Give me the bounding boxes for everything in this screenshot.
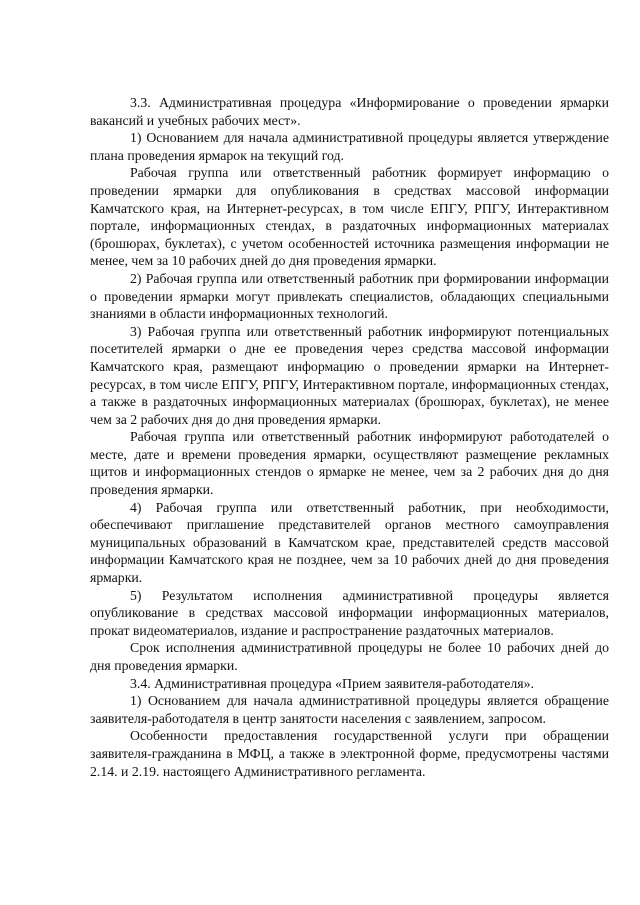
paragraph-working-group-info: Рабочая группа или ответственный работник формирует информацию о проведении ярмарки для опубликования в средствах массовой информации Камчатского края, на Интернет-ресурсах, в том числе ЕПГУ, РПГУ, Интерактивном портале, информационных стендах, в раздаточных информационных материалах (брошюрах, буклетах), с учетом особенностей источника размещения информации не менее, чем за 10 рабочих дней до дня проведения ярмарки. <box>90 165 609 269</box>
paragraph-item-4: 4) Рабочая группа или ответственный работник, при необходимости, обеспечивают приглашение представителей органов местного самоуправления муниципальных образований в Камчатском крае, представителей средств массовой информации Камчатского края не позднее, чем за 10 рабочих дней до дня проведения ярмарки. <box>90 499 609 586</box>
section-heading-3-3: 3.3. Административная процедура «Информирование о проведении ярмарки вакансий и учебных рабочих мест». <box>90 95 609 128</box>
paragraph-employers-info: Рабочая группа или ответственный работник информируют работодателей о месте, дате и времени проведения ярмарки, осуществляют размещение рекламных щитов и информационных стендов о ярмарке не менее, чем за 2 рабочих дня до дня проведения ярмарки. <box>90 429 609 498</box>
paragraph-deadline: Срок исполнения административной процедуры не более 10 рабочих дней до дня проведения ярмарки. <box>90 640 609 673</box>
paragraph-item-2: 2) Рабочая группа или ответственный работник при формировании информации о проведении ярмарки могут привлекать специалистов, обладающих специальными знаниями в области информационных технологий. <box>90 270 609 322</box>
paragraph-item-5: 5) Результатом исполнения административной процедуры является опубликование в средствах массовой информации информационных материалов, прокат видеоматериалов, издание и распространение раздаточных материалов. <box>90 587 609 638</box>
paragraph-mfc-features: Особенности предоставления государственной услуги при обращении заявителя-гражданина в МФЦ, а также в электронной форме, предусмотрены частями 2.14. и 2.19. настоящего Административного регламента. <box>90 728 609 779</box>
section-heading-3-4: 3.4. Административная процедура «Прием заявителя-работодателя». <box>130 675 534 691</box>
paragraph-item-3: 3) Рабочая группа или ответственный работник информируют потенциальных посетителей ярмарки о дне ее проведения через средства массовой информации Камчатского края, размещают информацию о проведении ярмарки на Интернет-ресурсах, в том числе ЕПГУ, РПГУ, Интерактивном портале, информационных стендах, а также в раздаточных информационных материалах (брошюрах, буклетах), не менее чем за 2 рабочих дня до дня проведения ярмарки. <box>90 323 609 427</box>
paragraph-3-4-item-1: 1) Основанием для начала административной процедуры является обращение заявителя-работодателя в центр занятости населения с заявлением, запросом. <box>90 693 609 726</box>
paragraph-item-1: 1) Основанием для начала административной процедуры является утверждение плана проведения ярмарок на текущий год. <box>90 130 609 163</box>
document-page <box>90 94 609 780</box>
